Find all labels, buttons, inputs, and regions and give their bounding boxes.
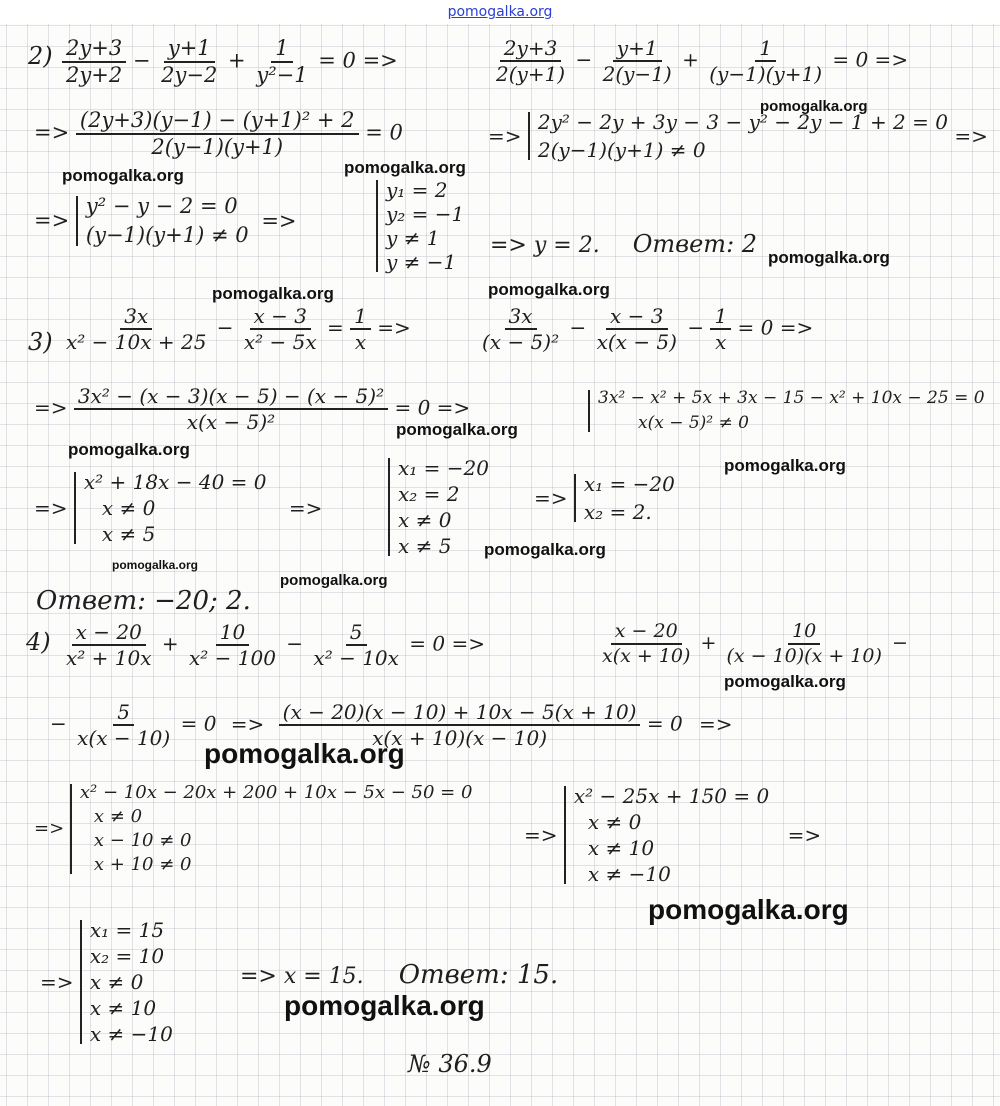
- p3-equation-factored: $\frac{3x}{\text{(x − 5)²}}$ − $\frac{x - 3}{x(x - 5)}$ − $\frac{1}{x}$ = 0 =>: [482, 304, 814, 354]
- p2-system: => 2y² − 2y + 3y − 3 − y² − 2y − 1 + 2 = 0 2(y−1)(y+1) ≠ 0 =>: [488, 110, 988, 162]
- p4-system: => x² − 10x − 20x + 200 + 10x − 5x − 50 = 0 x ≠ 0 x − 10 ≠ 0 x + 10 ≠ 0: [34, 782, 473, 875]
- watermark: pomogalka.org: [62, 166, 184, 185]
- watermark: pomogalka.org: [648, 894, 849, 925]
- problem-2-label: 2): [28, 42, 53, 70]
- p3-equation-original: $\frac{3x}{\text{x² − 10x + 25}}$ − $\frac{x - 3}{\text{x² − 5x}}$ = $\frac{1}{x}$ =>: [66, 304, 411, 354]
- p2-reduced-system: => y² − y − 2 = 0 (y−1)(y+1) ≠ 0 =>: [34, 194, 297, 247]
- watermark: pomogalka.org: [488, 280, 610, 299]
- p3-answer: Ответ: −20; 2.: [36, 586, 251, 616]
- site-link[interactable]: pomogalka.org: [0, 0, 1000, 24]
- p2-equation-original: $\frac{2y+3}{2y+2}$ − $\frac{y+1}{2y-2}$ + $\frac{1}{\text{y²−1}}$ = 0 =>: [62, 38, 398, 86]
- p3-system: 3x² − x² + 5x + 3x − 15 − x² + 10x − 25 = 0 x(x − 5)² ≠ 0: [588, 390, 985, 432]
- p2-roots-system: y₁ = 2 y₂ = −1 y ≠ 1 y ≠ −1: [376, 180, 464, 272]
- p2-answer: Ответ: 2: [632, 230, 758, 258]
- p2-combined-fraction: => $\frac{\text{(2y+3)(y−1) − (y+1)² + 2}}{2(y-1)(y+1)}$ = 0: [34, 108, 403, 159]
- watermark: pomogalka.org: [280, 572, 388, 589]
- watermark: pomogalka.org: [68, 440, 190, 459]
- p4-equation-factored: $\frac{x - 20}{x(x + 10)}$ + $\frac{10}{(x - 10)(x + 10)}$ −: [602, 620, 908, 667]
- p3-combined-fraction: => $\frac{\text{3x² − (x − 3)(x − 5) − (x − 5)²}}{\text{x(x − 5)²}}$ = 0 =>: [34, 384, 471, 434]
- p2-result: => y = 2. Ответ: 2: [490, 230, 758, 258]
- watermark: pomogalka.org: [724, 672, 846, 691]
- p4-combined-fraction: − $\frac{5}{x(x - 10)}$ = 0 => $\frac{(x - 20)(x - 10) + 10x - 5(x + 10)}{x(x + 10)(x - 10)}$ = 0 =>: [50, 700, 733, 750]
- p2-equation-factored: $\frac{2y+3}{2(y+1)}$ − $\frac{y+1}{2(y-1)}$ + $\frac{1}{(y-1)(y+1)}$ = 0 =>: [496, 36, 909, 86]
- p4-result: => x = 15. Ответ: 15.: [240, 960, 559, 990]
- p3-final-roots: => x₁ = −20 x₂ = 2.: [534, 472, 675, 524]
- watermark: pomogalka.org: [112, 558, 199, 572]
- next-problem-heading: № 36.9: [408, 1050, 492, 1078]
- watermark: pomogalka.org: [284, 990, 485, 1021]
- watermark: pomogalka.org: [344, 158, 466, 177]
- problem-3-label: 3): [28, 328, 53, 356]
- watermark: pomogalka.org: [396, 420, 518, 439]
- watermark: pomogalka.org: [212, 284, 334, 303]
- p3-reduced-system: => x² + 18x − 40 = 0 x ≠ 0 x ≠ 5 =>: [34, 470, 323, 546]
- p4-answer: Ответ: 15.: [398, 960, 559, 990]
- watermark: pomogalka.org: [484, 540, 606, 559]
- p4-roots-system: => x₁ = 15 x₂ = 10 x ≠ 0 x ≠ 10 x ≠ −10: [40, 918, 173, 1046]
- p4-equation-original: $\frac{x - 20}{\text{x² + 10x}}$ + $\frac{10}{\text{x² − 100}}$ − $\frac{5}{\text{x² − 10x}}$ = 0 =>: [66, 620, 485, 670]
- watermark: pomogalka.org: [760, 98, 868, 115]
- watermark: pomogalka.org: [768, 248, 890, 267]
- watermark: pomogalka.org: [724, 456, 846, 475]
- problem-4-label: 4): [26, 628, 51, 656]
- p4-simplified-system: => x² − 25x + 150 = 0 x ≠ 0 x ≠ 10 x ≠ −10 =>: [524, 784, 822, 886]
- p3-roots-system: x₁ = −20 x₂ = 2 x ≠ 0 x ≠ 5: [388, 458, 489, 556]
- watermark: pomogalka.org: [204, 738, 405, 769]
